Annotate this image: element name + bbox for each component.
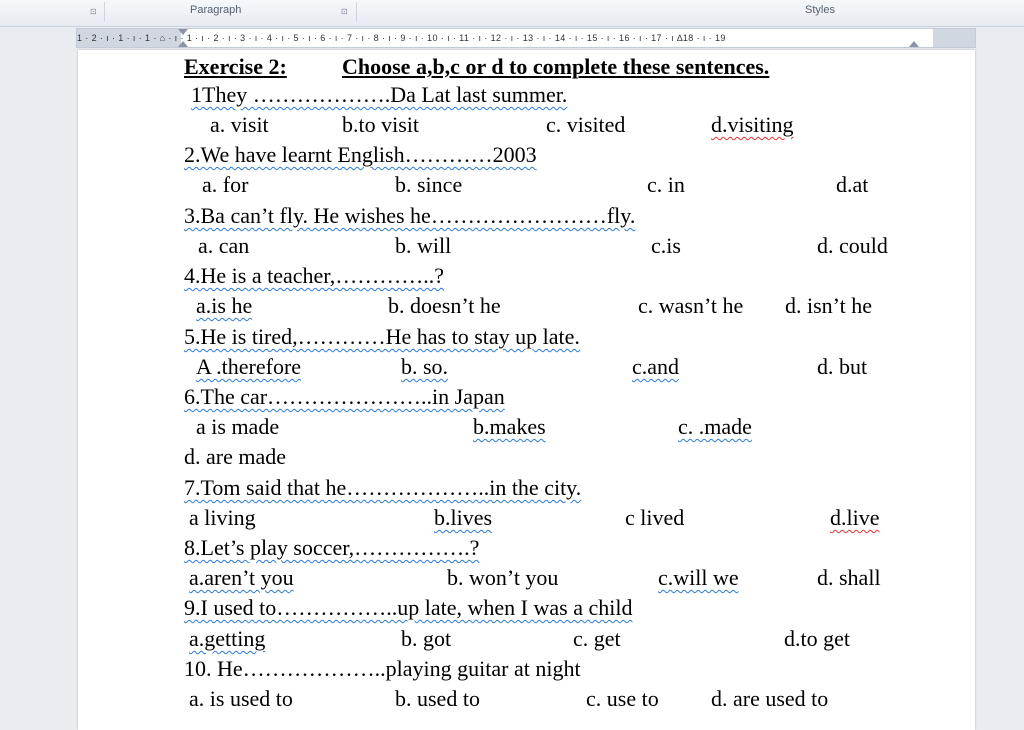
ruler-right-margin — [933, 29, 975, 47]
styles-group-label: Styles — [805, 4, 835, 16]
question-6-stem: 6.The car…………………..in Japan — [184, 384, 505, 409]
paragraph-dialog-launcher-icon[interactable]: ⊡ — [341, 7, 348, 16]
question-options — [78, 291, 975, 321]
q10-option-c: c. use to — [586, 686, 659, 711]
question-stem — [78, 140, 975, 170]
question-5-stem: 5.He is tired,…………He has to stay up late. — [184, 324, 580, 349]
question-options — [78, 352, 975, 382]
question-stem — [78, 533, 975, 563]
question-9-stem: 9.I used to……………..up late, when I was a child — [184, 595, 633, 620]
question-options — [78, 563, 975, 593]
q4-option-a: a.is he — [196, 293, 253, 318]
q1-option-b: b.to visit — [342, 112, 420, 137]
question-options — [78, 624, 975, 654]
ribbon-divider — [356, 2, 357, 22]
exercise-title: Exercise 2: — [184, 54, 287, 79]
q5-option-d: d. but — [817, 354, 868, 379]
question-stem — [78, 654, 975, 684]
q10-option-b: b. used to — [395, 686, 480, 711]
q9-option-b: b. got — [401, 626, 452, 651]
q7-option-b: b.lives — [434, 505, 493, 530]
q4-option-b: b. doesn’t he — [388, 293, 501, 318]
hanging-indent-marker-icon[interactable] — [178, 41, 188, 47]
q5-option-a: A .therefore — [196, 354, 302, 379]
question-8-stem: 8.Let’s play soccer,…………….? — [184, 535, 480, 560]
ribbon-group-bar — [0, 0, 1024, 27]
question-stem — [78, 322, 975, 352]
question-stem — [78, 593, 975, 623]
q8-option-a: a.aren’t you — [189, 565, 294, 590]
question-options-wrap — [78, 442, 975, 472]
question-2-stem: 2.We have learnt English…………2003 — [184, 142, 537, 167]
question-options — [78, 412, 975, 442]
horizontal-ruler[interactable] — [76, 28, 976, 48]
q4-option-d: d. isn’t he — [785, 293, 872, 318]
question-4-stem: 4.He is a teacher,…………..? — [184, 263, 444, 288]
q5-option-c: c.and — [632, 354, 680, 379]
q8-option-b: b. won’t you — [447, 565, 559, 590]
question-stem — [78, 473, 975, 503]
q3-option-b: b. will — [395, 233, 452, 258]
q5-option-b: b. so. — [401, 354, 449, 379]
question-1-stem: 1They ……………….Da Lat last summer. — [191, 82, 568, 107]
q8-option-c: c.will we — [658, 565, 739, 590]
q4-option-c: c. wasn’t he — [638, 293, 744, 318]
q6-option-c: c. .made — [678, 414, 752, 439]
q7-option-c: c lived — [625, 505, 685, 530]
q2-option-a: a. for — [202, 172, 249, 197]
question-10-stem: 10. He………………..playing guitar at night — [184, 656, 581, 681]
question-options — [78, 110, 975, 140]
q9-option-a: a.getting — [189, 626, 266, 651]
document-page[interactable] — [78, 50, 975, 730]
font-dialog-launcher-icon[interactable]: ⊡ — [90, 7, 97, 16]
question-7-stem: 7.Tom said that he………………..in the city. — [184, 475, 582, 500]
q7-option-d: d.live — [830, 505, 880, 530]
question-options — [78, 503, 975, 533]
q10-option-a: a. is used to — [189, 686, 293, 711]
q3-option-c: c.is — [651, 233, 681, 258]
ruler-ticks: 1 · 2 · ı · 1 · ı · 1 · ⌂ · ı · 1 · ı · 2 · ı · 3 · ı · 4 · ı · 5 · ı · 6 · ı · 7 · ı · 8 · ı · 9 · ı · 10 · ı · 11 · ı · 12 · ı · 13 · ı · 14 · ı · 15 · ı · 16 · ı · 17 · ı ∆18 · ı · 19 — [77, 33, 726, 43]
ribbon-divider — [104, 2, 105, 22]
question-3-stem: 3.Ba can’t fly. He wishes he……………………fly. — [184, 203, 636, 228]
exercise-instruction: Choose a,b,c or d to complete these sentences. — [342, 54, 770, 79]
q9-option-c: c. get — [573, 626, 621, 651]
q3-option-d: d. could — [817, 233, 888, 258]
q1-option-d: d.visiting — [711, 112, 794, 137]
q6-option-d: d. are made — [184, 444, 286, 469]
q9-option-d: d.to get — [784, 626, 850, 651]
first-line-indent-marker-icon[interactable] — [178, 29, 188, 35]
q10-option-d: d. are used to — [711, 686, 829, 711]
right-indent-marker-icon[interactable] — [909, 41, 919, 47]
question-options — [78, 170, 975, 200]
q2-option-c: c. in — [647, 172, 685, 197]
q1-option-a: a. visit — [210, 112, 269, 137]
question-stem — [78, 261, 975, 291]
q2-option-b: b. since — [395, 172, 463, 197]
question-options — [78, 231, 975, 261]
q6-option-b: b.makes — [473, 414, 546, 439]
q6-option-a: a is made — [196, 414, 280, 439]
exercise-heading — [78, 52, 975, 82]
paragraph-group-label: Paragraph — [190, 4, 242, 16]
q3-option-a: a. can — [198, 233, 250, 258]
question-stem — [78, 382, 975, 412]
q7-option-a: a living — [189, 505, 256, 530]
question-stem — [78, 201, 975, 231]
question-stem — [78, 80, 975, 110]
q8-option-d: d. shall — [817, 565, 881, 590]
q2-option-d: d.at — [836, 172, 869, 197]
q1-option-c: c. visited — [546, 112, 626, 137]
question-options — [78, 684, 975, 714]
